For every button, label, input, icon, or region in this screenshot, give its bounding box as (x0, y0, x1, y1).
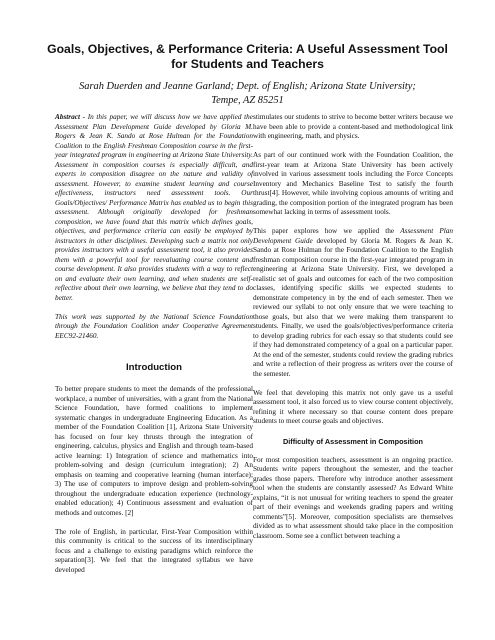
body-paragraph-2: As part of our continued work with the Foundation Coalition, the first-year team at Arizona State University has been actively involved in various assessment tools including the Force Concepts Inventory and Mechanics Baseline Test to satisfy the fourth thrust[4]. However, while involving copious amounts of writing and grading, the composition portion of the integrated program has been somewhat lacking in terms of assessment tools. (253, 151, 453, 216)
intro-paragraph-2: The role of English, in particular, First-Year Composition within this community is critical to the success of its interdisciplinary focus and a challenge to existing paradigms which reinforce the separation[3]. We feel that the integrated syllabus we have developed (55, 527, 253, 574)
paper-authors (40, 80, 455, 108)
right-column (253, 113, 453, 551)
body-paragraph-4: We feel that developing this matrix not only gave us a useful assessment tool, it also forced us to view course content objectively, refining it where necessary so that course content does prepare students to meet course goals and objectives. (253, 388, 453, 425)
intro-paragraph-1: To better prepare students to meet the demands of the professional workplace, a number of universities, with a grant from the National Science Foundation, have formed coalitions to implement systematic changes in undergraduate Engineering Education. As a member of the Foundation Coalition [1], Arizona State University has focused on four key thrusts through the integration of engineering, calculus, physics and English and through team-based active learning: 1) Integration of science and mathematics into problem-solving and design (curriculum integration); 2) An emphasis on teaming and cooperative learning (human interface); 3) The use of computers to improve design and problem-solving throughout the undergraduate education experience (technology-enabled education); 4) Continuous assessment and evaluation of methods and outcomes. [2] (55, 385, 253, 517)
body-paragraph-5: For most composition teachers, assessment is an ongoing practice. Students write papers throughout the semester, and the teacher grades those papers. Therefore why introduce another assessment tool when the students are constantly assessed? As Edward White explains, “it is not unusual for writing teachers to spend the greater part of their evenings and weekends grading papers and writing comments”[5]. Moreover, composition specialists are themselves divided as to what assessment should take place in the composition classroom. Some see a conflict between teaching a (253, 455, 453, 540)
author-location: Tempe, AZ 85251 (211, 95, 284, 106)
abstract-label: Abstract - (55, 113, 88, 121)
guide-title: Assessment Plan Development Guide (253, 227, 454, 245)
paper-title: Goals, Objectives, & Performance Criteria: A Useful Assessment Tool for Students and Teachers (47, 42, 448, 71)
abstract (55, 113, 253, 303)
author-names: Sarah Duerden and Jeanne Garland; Dept. of English; Arizona State University; (79, 81, 416, 92)
abstract-text: In this paper, we will discuss how we have applied the Assessment Plan Development Guide developed by Gloria M. Rogers & Jean K. Sando at Rose Hulman for the Foundation Coalition to the English Freshman Composition course in the first-year integrated program in engineering at Arizona State University. Assessment in composition courses is especially difficult, and experts in composition disagree on the nature and validity of assessment. However, to examine student learning and course effectiveness, instructors need assessment tools. Our Goals/Objectives/ Performance Matrix has enabled us to begin this assessment. Although originally developed for freshman composition, we have found that this matrix which defines goals, objectives, and performance criteria can easily be employed by instructors in other disciplines. Developing such a matrix not only provides instructors with a useful assessment tool, it also provides them with a powerful tool for reevaluating course content and course development. It also provides students with a way to reflect on and evaluate their own learning, and when students are self-reflective about their own learning, we believe that they tend to do better. (55, 113, 253, 302)
subsection-heading-difficulty: Difficulty of Assessment in Composition (282, 436, 423, 446)
section-heading-introduction: Introduction (126, 362, 182, 373)
body-paragraph-3: This paper explores how we applied the Assessment Plan Development Guide developed by Gloria M. Rogers & Jean K. Sando at Rose Hulman for the Foundation Coalition to the English freshman composition course in the first-year integrated program in engineering at Arizona State University. First, we developed a realistic set of goals and outcomes for each of the two composition classes, identifying specific skills we expected students to demonstrate competency in by the end of each semester. Then we reviewed our syllabi to not only ensure that we were teaching to those goals, but also that we were making them transparent to students. Finally, we used the goals/objectives/performance criteria to develop grading rubrics for each essay so that students could see if they had demonstrated competency of a goal on a particular paper. At the end of the semester, students could review the grading rubrics and write a reflection of their progress as writers over the course of the semester. (253, 227, 454, 378)
funding-note: This work was supported by the National Science Foundation through the Foundation Coalition under Cooperative Agreement EEC92-21460. (55, 312, 253, 340)
body-paragraph-1: stimulates our students to strive to become better writers because we have been able to provide a content-based and methodological link with engineering, math, and physics. (253, 113, 453, 140)
left-column (55, 113, 253, 585)
